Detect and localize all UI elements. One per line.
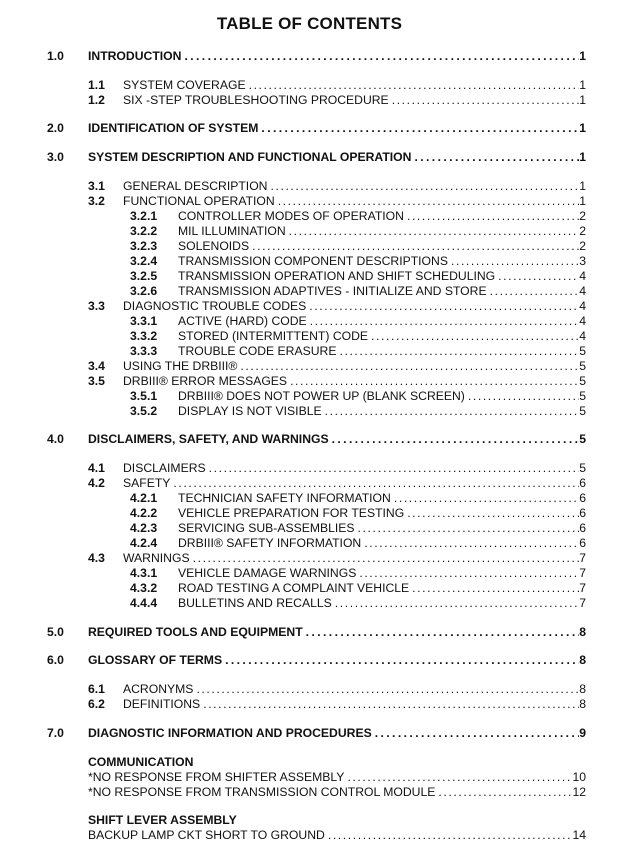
section-number: 3.5.2: [130, 404, 158, 418]
toc-entry[interactable]: [47, 625, 586, 640]
page-number: 6: [579, 476, 586, 490]
entry-label: ROAD TESTING A COMPLAINT VEHICLE: [178, 581, 410, 595]
toc-entry[interactable]: [88, 359, 586, 374]
entry-label: TRANSMISSION COMPONENT DESCRIPTIONS: [178, 254, 448, 268]
dot-leader: [252, 239, 579, 254]
page-number: 6: [579, 491, 586, 505]
dot-leader: [332, 432, 580, 447]
dot-leader: [407, 209, 579, 224]
section-number: 6.1: [88, 682, 105, 696]
entry-label: STORED (INTERMITTENT) CODE: [178, 329, 369, 343]
dot-leader: [359, 566, 579, 581]
entry-label: DISPLAY IS NOT VISIBLE: [178, 404, 322, 418]
dot-leader: [306, 625, 580, 640]
page-number: 5: [579, 389, 586, 403]
entry-label: SYSTEM DESCRIPTION AND FUNCTIONAL OPERATION: [88, 150, 412, 164]
dot-leader: [451, 254, 579, 269]
section-number: 7.0: [47, 726, 64, 740]
page-number: 8: [579, 697, 586, 711]
entry-label: DISCLAIMERS, SAFETY, AND WARNINGS: [88, 432, 329, 446]
dot-leader: [309, 299, 579, 314]
dot-leader: [328, 828, 573, 843]
toc-entry[interactable]: [130, 566, 586, 581]
section-number: 6.2: [88, 697, 105, 711]
section-number: 3.2.3: [130, 239, 158, 253]
dot-leader: [364, 536, 579, 551]
dot-leader: [173, 476, 579, 491]
page-number: 4: [579, 329, 586, 343]
toc-entry[interactable]: [88, 770, 586, 785]
section-number: 4.2: [88, 476, 105, 490]
entry-label: SOLENOIDS: [178, 239, 250, 253]
toc-entry[interactable]: [88, 194, 586, 209]
toc-entry[interactable]: [47, 726, 586, 741]
toc-entry[interactable]: [47, 432, 586, 447]
page-number: 8: [579, 653, 586, 667]
section-number: 3.3.2: [130, 329, 158, 343]
entry-label: DEFINITIONS: [123, 697, 201, 711]
dot-leader: [394, 491, 579, 506]
toc-entry[interactable]: [130, 389, 586, 404]
page-number: 4: [579, 299, 586, 313]
entry-label: WARNINGS: [123, 551, 190, 565]
toc-entry[interactable]: [88, 299, 586, 314]
toc-entry[interactable]: [130, 581, 586, 596]
section-number: 4.0: [47, 432, 64, 446]
page-number: 8: [579, 682, 586, 696]
toc-entry[interactable]: [130, 254, 586, 269]
entry-label: DIAGNOSTIC INFORMATION AND PROCEDURES: [88, 726, 372, 740]
toc-entry[interactable]: [88, 476, 586, 491]
dot-leader: [203, 697, 579, 712]
page-number: 4: [579, 314, 586, 328]
page-number: 5: [579, 374, 586, 388]
page-number: 3: [579, 254, 586, 268]
toc-entry[interactable]: [47, 653, 586, 668]
dot-leader: [438, 785, 572, 800]
section-heading: COMMUNICATION: [88, 755, 194, 769]
entry-label: GLOSSARY OF TERMS: [88, 653, 223, 667]
section-number: 3.3.1: [130, 314, 158, 328]
entry-label: INTRODUCTION: [88, 49, 182, 63]
entry-label: SIX -STEP TROUBLESHOOTING PROCEDURE: [123, 93, 389, 107]
toc-entry[interactable]: [130, 269, 586, 284]
toc-entry[interactable]: [130, 284, 586, 299]
page-number: 5: [579, 432, 586, 446]
page-number: 2: [579, 239, 586, 253]
section-number: 3.5: [88, 374, 105, 388]
toc-entry[interactable]: [88, 461, 586, 476]
section-number: 3.2.4: [130, 254, 158, 268]
page-number: 6: [579, 536, 586, 550]
toc-entry[interactable]: [88, 179, 586, 194]
toc-entry[interactable]: [88, 682, 586, 697]
page-number: 1: [579, 150, 586, 164]
entry-label: CONTROLLER MODES OF OPERATION: [178, 209, 404, 223]
page-number: 7: [579, 551, 586, 565]
entry-label: DRBIII® ERROR MESSAGES: [123, 374, 288, 388]
section-number: 4.4.4: [130, 596, 158, 610]
page-number: 12: [572, 785, 586, 799]
page-number: 2: [579, 224, 586, 238]
section-number: 4.3.2: [130, 581, 158, 595]
toc-entry[interactable]: [88, 93, 586, 108]
entry-label: TRANSMISSION ADAPTIVES - INITIALIZE AND STORE: [178, 284, 487, 298]
entry-label: REQUIRED TOOLS AND EQUIPMENT: [88, 625, 303, 639]
toc-entry[interactable]: [88, 697, 586, 712]
entry-label: SERVICING SUB-ASSEMBLIES: [178, 521, 355, 535]
dot-leader: [193, 551, 580, 566]
page-number: 1: [579, 121, 586, 135]
page-title: TABLE OF CONTENTS: [216, 14, 403, 33]
section-number: 4.2.3: [130, 521, 158, 535]
toc-entry[interactable]: [47, 121, 586, 136]
dot-leader: [407, 506, 579, 521]
section-number: 1.0: [47, 49, 64, 63]
entry-label: ACRONYMS: [123, 682, 194, 696]
section-number: 5.0: [47, 625, 64, 639]
page-number: 5: [579, 461, 586, 475]
section-number: 1.2: [88, 93, 105, 107]
section-number: 6.0: [47, 653, 64, 667]
page-number: 10: [572, 770, 586, 784]
page-number: 6: [579, 521, 586, 535]
section-number: 3.2.6: [130, 284, 158, 298]
entry-label: SAFETY: [123, 476, 171, 490]
dot-leader: [335, 596, 579, 611]
dot-leader: [414, 150, 579, 165]
entry-label: USING THE DRBIII®: [123, 359, 238, 373]
dot-leader: [278, 194, 580, 209]
page-number: 1: [579, 78, 586, 92]
entry-label: ACTIVE (HARD) CODE: [178, 314, 307, 328]
page-number: 4: [579, 269, 586, 283]
toc-entry[interactable]: [88, 374, 586, 389]
dot-leader: [490, 284, 580, 299]
page-number: 7: [579, 596, 586, 610]
entry-label: VEHICLE PREPARATION FOR TESTING: [178, 506, 405, 520]
dot-leader: [310, 314, 580, 329]
page-number: 1: [579, 93, 586, 107]
toc-entry[interactable]: [130, 344, 586, 359]
page-number: 5: [579, 344, 586, 358]
page-number: 9: [579, 726, 586, 740]
page-number: 5: [579, 404, 586, 418]
dot-leader: [225, 653, 579, 668]
toc-entry[interactable]: [130, 536, 586, 551]
dot-leader: [358, 521, 580, 536]
dot-leader: [392, 93, 580, 108]
section-number: 4.3.1: [130, 566, 158, 580]
entry-label: TRANSMISSION OPERATION AND SHIFT SCHEDULING: [178, 269, 496, 283]
dot-leader: [289, 224, 580, 239]
section-number: 4.2.4: [130, 536, 158, 550]
dot-leader: [249, 78, 580, 93]
dot-leader: [371, 329, 579, 344]
toc-entry[interactable]: [47, 150, 586, 165]
dot-leader: [196, 682, 579, 697]
section-number: 1.1: [88, 78, 105, 92]
entry-label: DIAGNOSTIC TROUBLE CODES: [123, 299, 307, 313]
dot-leader: [261, 121, 579, 136]
page-number: 14: [572, 828, 586, 842]
toc-entry[interactable]: [88, 828, 586, 843]
entry-label: BULLETINS AND RECALLS: [178, 596, 332, 610]
page-number: 1: [579, 194, 586, 208]
section-number: 3.5.1: [130, 389, 158, 403]
dot-leader: [339, 344, 579, 359]
dot-leader: [375, 726, 580, 741]
toc-entry[interactable]: [130, 404, 586, 419]
entry-label: DRBIII® SAFETY INFORMATION: [178, 536, 362, 550]
toc-entry[interactable]: [130, 314, 586, 329]
toc-entry[interactable]: [130, 491, 586, 506]
section-number: 3.3: [88, 299, 105, 313]
entry-label: MIL ILLUMINATION: [178, 224, 286, 238]
page-number: 8: [579, 625, 586, 639]
toc-entry[interactable]: [130, 506, 586, 521]
section-number: 3.2.2: [130, 224, 158, 238]
section-number: 4.1: [88, 461, 105, 475]
dot-leader: [184, 49, 579, 64]
entry-label: TECHNICIAN SAFETY INFORMATION: [178, 491, 391, 505]
section-number: 3.2.5: [130, 269, 158, 283]
toc-entry[interactable]: [130, 224, 586, 239]
page-number: 7: [579, 566, 586, 580]
entry-label: TROUBLE CODE ERASURE: [178, 344, 337, 358]
page-number: 1: [579, 179, 586, 193]
page-number: 5: [579, 359, 586, 373]
section-number: 4.2.2: [130, 506, 158, 520]
section-number: 2.0: [47, 121, 64, 135]
page-number: 6: [579, 506, 586, 520]
entry-label: GENERAL DESCRIPTION: [123, 179, 268, 193]
toc-entry[interactable]: [88, 551, 586, 566]
toc-entry[interactable]: [130, 239, 586, 254]
entry-label: SYSTEM COVERAGE: [123, 78, 246, 92]
dot-leader: [412, 581, 579, 596]
section-number: 3.2: [88, 194, 105, 208]
dot-leader: [209, 461, 580, 476]
page-number: 4: [579, 284, 586, 298]
section-number: 3.3.3: [130, 344, 158, 358]
dot-leader: [270, 179, 579, 194]
page-number: 1: [579, 49, 586, 63]
toc-entry[interactable]: [88, 78, 586, 93]
entry-label: DISCLAIMERS: [123, 461, 206, 475]
dot-leader: [290, 374, 579, 389]
toc-entry[interactable]: [47, 49, 586, 64]
dot-leader: [468, 389, 579, 404]
section-number: 4.2.1: [130, 491, 158, 505]
toc-entry[interactable]: [130, 521, 586, 536]
toc-entry[interactable]: [130, 329, 586, 344]
entry-label: BACKUP LAMP CKT SHORT TO GROUND: [88, 828, 325, 842]
entry-label: *NO RESPONSE FROM SHIFTER ASSEMBLY: [88, 770, 345, 784]
entry-label: DRBIII® DOES NOT POWER UP (BLANK SCREEN): [178, 389, 465, 403]
dot-leader: [347, 770, 572, 785]
section-number: 4.3: [88, 551, 105, 565]
page-number: 7: [579, 581, 586, 595]
toc-entry[interactable]: [130, 209, 586, 224]
dot-leader: [325, 404, 580, 419]
entry-label: VEHICLE DAMAGE WARNINGS: [178, 566, 357, 580]
toc-entry[interactable]: [130, 596, 586, 611]
entry-label: *NO RESPONSE FROM TRANSMISSION CONTROL MODULE: [88, 785, 436, 799]
dot-leader: [240, 359, 579, 374]
section-heading: SHIFT LEVER ASSEMBLY: [88, 813, 237, 827]
section-number: 3.2.1: [130, 209, 158, 223]
dot-leader: [498, 269, 579, 284]
entry-label: FUNCTIONAL OPERATION: [123, 194, 275, 208]
section-number: 3.4: [88, 359, 105, 373]
toc-entry[interactable]: [88, 785, 586, 800]
section-number: 3.0: [47, 150, 64, 164]
entry-label: IDENTIFICATION OF SYSTEM: [88, 121, 259, 135]
page-number: 2: [579, 209, 586, 223]
section-number: 3.1: [88, 179, 105, 193]
